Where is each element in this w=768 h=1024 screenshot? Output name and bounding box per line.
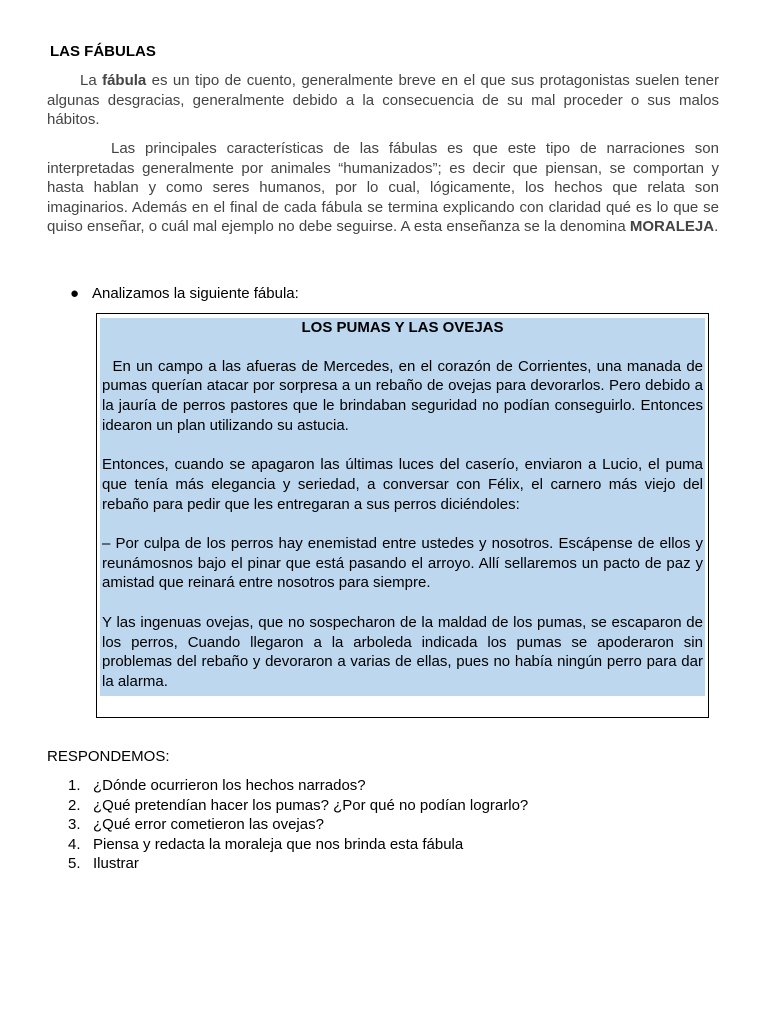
question-text: ¿Qué error cometieron las ovejas? (93, 816, 324, 833)
p2-end: . (714, 218, 719, 235)
bullet-icon: ● (70, 285, 80, 302)
question-text: ¿Qué pretendían hacer los pumas? ¿Por qué no podían lograrlo? (93, 796, 529, 814)
question-list (68, 776, 528, 874)
intro-paragraph-1 (47, 71, 719, 130)
list-item (68, 796, 528, 816)
fable-box (96, 313, 709, 718)
fable-title: LOS PUMAS Y LAS OVEJAS (301, 319, 504, 336)
question-number: 5. (68, 855, 81, 872)
bullet-item (70, 285, 299, 302)
intro-paragraph-2 (47, 139, 719, 237)
list-item (68, 854, 528, 874)
bullet-text: Analizamos la siguiente fábula: (92, 285, 299, 302)
document-title: LAS FÁBULAS (50, 43, 156, 60)
question-number: 1. (68, 777, 81, 794)
fable-paragraph-4: Y las ingenuas ovejas, que no sospecharon de la maldad de los pumas, se escaparon de los perros, Cuando llegaron a la arboleda indicada los pumas se apoderaron sin problemas del rebaño y devoraron a varias de ellas, pues no había ningún perro para dar la alarma. (102, 613, 703, 690)
p1-bold-term: fábula (102, 72, 147, 89)
fable-paragraph-2: Entonces, cuando se apagaron las últimas luces del caserío, enviaron a Lucio, el puma que tenía más elegancia y seriedad, a conversar con Félix, el carnero más viejo del rebaño para pedir que les entregaran a sus perros diciéndoles: (102, 456, 703, 513)
respond-heading: RESPONDEMOS: (47, 748, 170, 765)
question-number: 3. (68, 816, 81, 833)
question-text: Piensa y redacta la moraleja que nos brinda esta fábula (93, 835, 464, 853)
p1-prefix: La (80, 72, 103, 89)
question-number: 2. (68, 796, 81, 814)
fable-box-shaded (100, 318, 708, 696)
question-text: ¿Dónde ocurrieron los hechos narrados? (93, 777, 366, 794)
question-number: 4. (68, 835, 81, 853)
list-item (68, 776, 528, 796)
p1-rest: es un tipo de cuento, generalmente breve en el que sus protagonistas suelen tener algunas desgracias, generalmente debido a la consecuencia de su mal proceder o sus malos hábitos. (47, 72, 719, 128)
fable-paragraph-1: En un campo a las afueras de Mercedes, en el corazón de Corrientes, una manada de pumas querían atacar por sorpresa a un rebaño de ovejas para devorarlos. Pero debido a la jauría de perros pastores que le brindaban seguridad no podían conseguirlo. Entonces idearon un plan utilizando su astucia. (102, 357, 708, 434)
p2-bold-term: MORALEJA (629, 218, 715, 235)
list-item (68, 815, 528, 835)
p2-text: Las principales características de las fábulas es que este tipo de narraciones son interpretadas generalmente por animales “humanizados”; es decir que piensan, se comportan y hasta hablan y como seres humanos, por lo cual, lógicamente, los hechos que relata son imaginarios. Además en el final de cada fábula se termina explicando con claridad qué es lo que se quiso enseñar, o cuál mal ejemplo no debe seguirse. A esta enseñanza se la denomina (47, 140, 719, 235)
question-text: Ilustrar (93, 855, 139, 872)
list-item (68, 835, 528, 855)
fable-paragraph-3: – Por culpa de los perros hay enemistad entre ustedes y nosotros. Escápense de ellos y reunámosnos bajo el pinar que está pasando el arroyo. Allí sellaremos un pacto de paz y amistad que reinará entre nosotros para siempre. (102, 535, 703, 592)
